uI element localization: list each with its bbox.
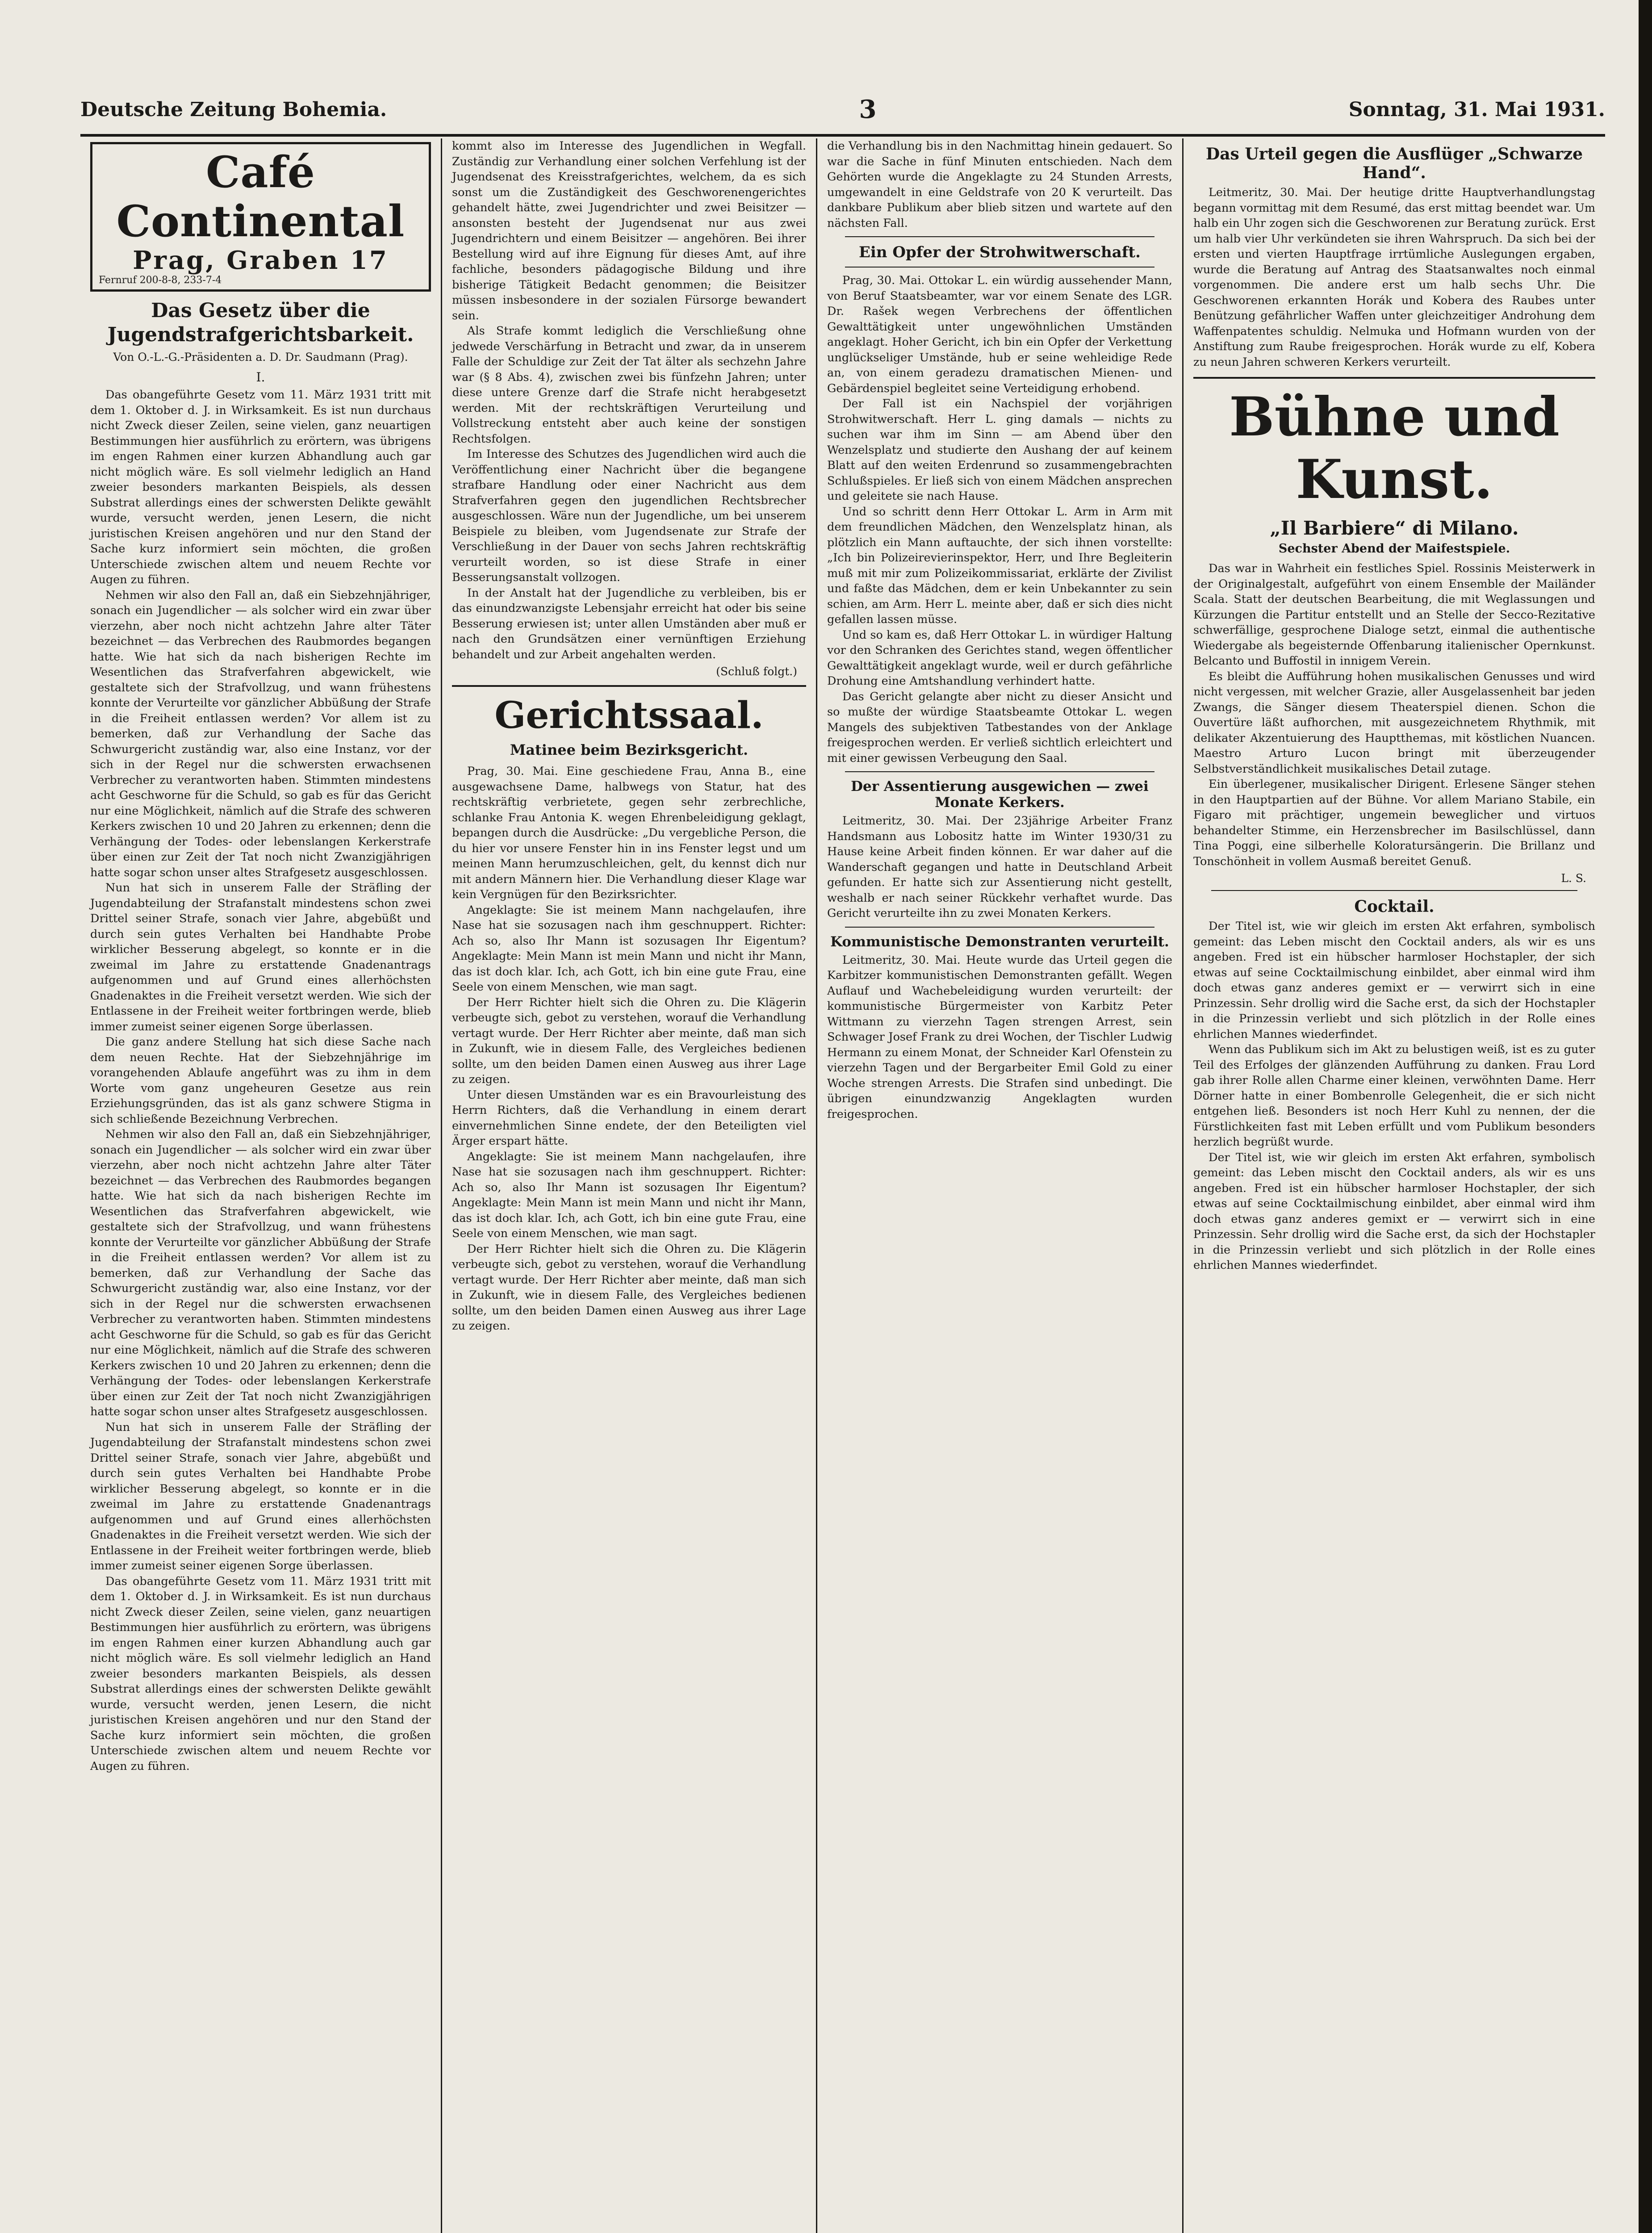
- section-rule: [1193, 377, 1595, 379]
- divider: [845, 771, 1154, 772]
- ad-name: Café Continental: [116, 147, 405, 247]
- article-byline: Von O.-L.-G.-Präsidenten a. D. Dr. Saudmann (Prag).: [113, 351, 408, 364]
- article-paragraph: Unter diesen Umständen war es ein Bravourleistung des Herrn Richters, daß die Verhandlung in einem derart einvernehmlichen Sinne endete, der den Beteiligten viel Ärger erspart hätte.: [452, 1088, 806, 1148]
- page-number: 3: [859, 95, 877, 124]
- cafe-advertisement: [90, 142, 431, 292]
- article-paragraph: Der Herr Richter hielt sich die Ohren zu. Die Klägerin verbeugte sich, gebot zu verstehen, worauf die Verhandlung vertagt wurde. Der Herr Richter aber meinte, daß man sich in Zukunft, wie in diesem Falle, des Vergleiches bedienen sollte, um den beiden Damen einen Ausweg aus ihrer Lage zu zeigen.: [452, 1242, 806, 1333]
- article-section-number: I.: [256, 370, 265, 385]
- article-paragraph: Prag, 30. Mai. Ottokar L. ein würdig aussehender Mann, von Beruf Staatsbeamter, war vor einem Senate des LGR. Dr. Rašek wegen Verbrechens der öffentlichen Gewalttätigkeit unter ungewöhnlichen Umständen angeklagt. Hoher Gericht, ich bin ein Opfer der Verkettung unglückseliger Umstände, hub er seine wehleidige Rede an, von einem geradezu dramatischen Mienen- und Gebärdenspiel begleitet seine Verteidigung erhobend.: [827, 274, 1172, 395]
- article-paragraph: In der Anstalt hat der Jugendliche zu verbleiben, bis er das einundzwanzigste Lebensjahr erreicht hat oder bis seine Besserung erwiesen ist; unter allen Umständen aber muß er nach den Grundsätzen einer vernünftigen Erziehung behandelt und zur Arbeit angehalten werden.: [452, 586, 806, 661]
- headline-assentierung: Der Assentierung ausgewichen — zwei Monate Kerkers.: [851, 778, 1149, 811]
- article-paragraph: Wenn das Publikum sich im Akt zu belustigen weiß, ist es zu guter Teil des Erfolges der glänzenden Aufführung zu danken. Frau Lord gab ihrer Rolle allen Charme einer kleinen, verwöhnten Dame. Herr Dörner hatte in einer Bombenrolle Gelegenheit, die er sich nicht entgehen ließ. Besonders ist noch Herr Kuhl zu nennen, der die Fürstlichkeiten fast mit Leben erfüllt und vom Publikum besonders herzlich begrüßt wurde.: [1193, 1043, 1595, 1149]
- article-paragraph: Nun hat sich in unserem Falle der Sträfling der Jugendabteilung der Strafanstalt mindestens schon zwei Drittel seiner Strafe, sonach vier Jahre, abgebüßt und durch sein gutes Verhalten bei Handhabte Probe wirklicher Besserung abgelegt, so konnte er in die zweimal im Jahre zu erstattende Gnadenantrags aufgenommen und auf Grund eines allerhöchsten Gnadenaktes in die Freiheit versetzt werden. Wie sich der Entlassene in der Freiheit weiter fortbringen werde, blieb immer zumeist seiner eigenen Sorge überlassen.: [90, 881, 431, 1033]
- cocktail-headline: Cocktail.: [1354, 897, 1435, 916]
- ad-address: Prag, Graben 17: [133, 246, 389, 275]
- article-paragraph: Und so kam es, daß Herr Ottokar L. in würdiger Haltung vor den Schranken des Gerichtes stand, wegen öffentlicher Gewalttätigkeit angeklagt wurde, weil er durch gefährliche Drohung eine Amtshandlung verhindert hatte.: [827, 628, 1172, 688]
- article-paragraph: Das obangeführte Gesetz vom 11. März 1931 tritt mit dem 1. Oktober d. J. in Wirksamkeit. Es ist nun durchaus nicht Zweck dieser Zeilen, seine vielen, ganz neuartigen Bestimmungen hier ausführlich zu erörtern, was übrigens im engen Rahmen einer kurzen Abhandlung auch gar nicht möglich wäre. Es soll vielmehr lediglich an Hand zweier besonders markanten Beispiels, als dessen Substrat allerdings eines der schwersten Delikte gewählt wurde, versucht werden, jenen Lesern, die nicht juristischen Kreisen angehören und nur den Stand der Sache kurz informiert sein möchten, die großen Unterschiede zwischen altem und neuem Rechte vor Augen zu führen.: [90, 388, 431, 586]
- divider: [845, 927, 1154, 928]
- divider: [845, 267, 1154, 268]
- page-binding-edge: [1639, 0, 1652, 2233]
- headline-schwarze-hand: Das Urteil gegen die Ausflüger „Schwarze Hand“.: [1206, 145, 1583, 182]
- article-title: Das Gesetz über die Jugendstrafgerichtsbarkeit.: [107, 299, 414, 346]
- headline-kommunisten: Kommunistische Demonstranten verurteilt.: [830, 933, 1169, 950]
- divider: [1211, 890, 1577, 891]
- column-4: [1184, 138, 1605, 2233]
- article-paragraph: Leitmeritz, 30. Mai. Der 23jährige Arbeiter Franz Handsmann aus Lobositz hatte im Winter 1930/31 zu Hause keine Arbeit finden können. Er war daher auf die Wanderschaft gegangen und hatte in Deutschland Arbeit gefunden. Er hatte sich zur Assentierung nicht gestellt, weshalb er nach seiner Rückkehr verhaftet wurde. Das Gericht verurteilte ihn zu zwei Monaten Kerkers.: [827, 814, 1172, 920]
- article-paragraph: Leitmeritz, 30. Mai. Heute wurde das Urteil gegen die Karbitzer kommunistischen Demonstranten gefällt. Wegen Auflauf und Wachebeleidigung wurden verurteilt: der kommunistische Bürgermeister von Karbitz Peter Wittmann zu vierzehn Tagen strengen Arrest, sein Schwager Josef Frank zu drei Wochen, der Tischler Ludwig Hermann zu einem Monat, der Schneider Karl Ofenstein zu vierzehn Tagen und der Bergarbeiter Emil Gold zu einer Woche strengen Arrests. Die Strafen sind unbedingt. Die übrigen einundzwanzig Angeklagten wurden freigesprochen.: [827, 953, 1172, 1121]
- page-header: [80, 94, 1605, 125]
- column-3: [817, 138, 1184, 2233]
- article-paragraph: Prag, 30. Mai. Eine geschiedene Frau, Anna B., eine ausgewachsene Dame, halbwegs von Statur, hat des rechtskräftig verbrietete, gegen sehr zerbrechliche, schlanke Frau Antonia K. wegen Ehrenbeleidigung geklagt, bepangen durch die Ausdrücke: „Du vergebliche Person, die du hier vor unsere Fenster hin in ins Fenster legst und um meinen Mann herumzuschleichen, gelt, du kennst dich nur mit andern Männern hier. Die Verhandlung dieser Klage war kein Vergnügen für den Bezirksrichter.: [452, 765, 806, 901]
- article-paragraph: Der Titel ist, wie wir gleich im ersten Akt erfahren, symbolisch gemeint: das Leben mischt den Cocktail anders, als wir es uns angeben. Fred ist ein hübscher harmloser Hochstapler, der sich etwas auf seine Cocktailmischung einbildet, aber einmal wird ihm doch etwas ganz anderes gemixt er — verwirrt sich in eine Prinzessin. Sehr drollig wird die Sache erst, da sich der Hochstapler in die Prinzessin verliebt und sich plötzlich in der Rolle eines ehrlichen Mannes wiederfindet.: [1193, 920, 1595, 1041]
- article-paragraph: Im Interesse des Schutzes des Jugendlichen wird auch die Veröffentlichung einer Nachricht über die begangene strafbare Handlung oder einer Nachricht aus dem Strafverfahren gegen den jugendlichen Rechtsbrecher ausgeschlossen. Wäre nun der Jugendliche, um bei unserem Beispiele zu bleiben, vom Jugendsenate zur Strafe der Verschließung in der Dauer von sechs Jahren rechtskräftig verurteilt worden, so ist diese Strafe in einer Besserungsanstalt vollzogen.: [452, 447, 806, 584]
- article-paragraph: Als Strafe kommt lediglich die Verschließung ohne jedwede Verschärfung in Betracht und zwar, da in unserem Falle der Schuldige zur Zeit der Tat älter als sechzehn Jahre war (§ 8 Abs. 4), zwischen zwei bis fünfzehn Jahren; unter diese untere Grenze darf die Strafe nicht herabgesetzt werden. Mit der rechtskräftigen Verurteilung und Vollstreckung entsteht aber auch keine der sonstigen Rechtsfolgen.: [452, 324, 806, 446]
- columns: [80, 138, 1605, 2233]
- headline-strohwitwer: Ein Opfer der Strohwitwerschaft.: [859, 243, 1141, 261]
- article-paragraph: Es bleibt die Aufführung hohen musikalischen Genusses und wird nicht vergessen, mit welcher Grazie, aller Ausgelassenheit bar jeden Zwangs, die Sänger diesem Theaterspiel dienen. Schon die Ouvertüre läßt aufhorchen, mit ausgezeichnetem Rhythmik, mit delikater Akzentuierung des Hauptthemas, mit köstlichen Nuancen. Maestro Arturo Lucon bringt mit überzeugender Selbstverständlichkeit musikalisches Detail zutage.: [1193, 669, 1595, 776]
- article-paragraph: Das obangeführte Gesetz vom 11. März 1931 tritt mit dem 1. Oktober d. J. in Wirksamkeit. Es ist nun durchaus nicht Zweck dieser Zeilen, seine vielen, ganz neuartigen Bestimmungen hier ausführlich zu erörtern, was übrigens im engen Rahmen einer kurzen Abhandlung auch gar nicht möglich wäre. Es soll vielmehr lediglich an Hand zweier besonders markanten Beispiels, als dessen Substrat allerdings eines der schwersten Delikte gewählt wurde, versucht werden, jenen Lesern, die nicht juristischen Kreisen angehören und nur den Stand der Sache kurz informiert sein möchten, die großen Unterschiede zwischen altem und neuem Rechte vor Augen zu führen.: [90, 1574, 431, 1773]
- court-subtitle: Matinee beim Bezirksgericht.: [510, 741, 749, 758]
- column-2: [442, 138, 817, 2233]
- court-section-title: Gerichtssaal.: [494, 694, 764, 737]
- article-paragraph: Ein überlegener, musikalischer Dirigent. Erlesene Sänger stehen in den Hauptpartien auf der Bühne. Vor allem Mariano Stabile, ein Figaro mit prächtiger, ungemein beweglicher und virtuos behandelter Stimme, ein Herzensbrecher im Basilschlüssel, dann Tina Poggi, eine silberhelle Koloratursängerin. Die Brillanz und Tonschönheit in vollem Ausmaß bereitet Genuß.: [1193, 778, 1595, 868]
- article-paragraph: Nun hat sich in unserem Falle der Sträfling der Jugendabteilung der Strafanstalt mindestens schon zwei Drittel seiner Strafe, sonach vier Jahre, abgebüßt und durch sein gutes Verhalten bei Handhabte Probe wirklicher Besserung abgelegt, so konnte er in die zweimal im Jahre zu erstattende Gnadenantrags aufgenommen und auf Grund eines allerhöchsten Gnadenaktes in die Freiheit versetzt werden. Wie sich der Entlassene in der Freiheit weiter fortbringen werde, blieb immer zumeist seiner eigenen Sorge überlassen.: [90, 1420, 431, 1572]
- article-paragraph: Angeklagte: Sie ist meinem Mann nachgelaufen, ihre Nase hat sie sozusagen nach ihm geschnuppert. Richter: Ach so, also Ihr Mann ist sozusagen Ihr Eigentum? Angeklagte: Mein Mann ist mein Mann und nicht ihr Mann, das ist doch klar. Ich, ach Gott, ich bin eine gute Frau, eine Seele von einem Menschen, wie man sagt.: [452, 1150, 806, 1240]
- article-paragraph: kommt also im Interesse des Jugendlichen in Wegfall. Zuständig zur Verhandlung einer solchen Verfehlung ist der Jugendsenat des Kreisstrafgerichtes, welchem, da es sich sonst um die Zuständigkeit des Geschworenengerichtes gehandelt hätte, zwei Jugendrichter und zwei Beisitzer — ansonsten besteht der Jugendsenat nur aus zwei Jugendrichtern und einem Beisitzer — angehören. Bei ihrer Bestellung wird auf ihre Eignung für dieses Amt, auf ihre fachliche, besonders pädagogische Bildung und ihre bisherige Tätigkeit Bedacht genommen; die Beisitzer müssen insbesondere in der sozialen Fürsorge bewandert sein.: [452, 139, 806, 322]
- header-rule: [80, 134, 1605, 137]
- article-paragraph: Angeklagte: Sie ist meinem Mann nachgelaufen, ihre Nase hat sie sozusagen nach ihm geschnuppert. Richter: Ach so, also Ihr Mann ist sozusagen Ihr Eigentum? Angeklagte: Mein Mann ist mein Mann und nicht ihr Mann, das ist doch klar. Ich, ach Gott, ich bin eine gute Frau, eine Seele von einem Menschen, wie man sagt.: [452, 903, 806, 994]
- ad-phone-row: [99, 275, 422, 286]
- article-paragraph: Der Herr Richter hielt sich die Ohren zu. Die Klägerin verbeugte sich, gebot zu verstehen, worauf die Verhandlung vertagt wurde. Der Herr Richter aber meinte, daß man sich in Zukunft, wie in diesem Falle, des Vergleiches bedienen sollte, um den beiden Damen einen Ausweg aus ihrer Lage zu zeigen.: [452, 995, 806, 1086]
- article-paragraph: die Verhandlung bis in den Nachmittag hinein gedauert. So war die Sache in fünf Minuten entschieden. Nach dem Gehörten wurde die Angeklagte zu 24 Stunden Arrests, umgewandelt in eine Geldstrafe von 20 K verurteilt. Das dankbare Publikum aber blieb sitzen und wartete auf den nächsten Fall.: [827, 139, 1172, 230]
- section-rule: [452, 685, 806, 687]
- article-paragraph: Nehmen wir also den Fall an, daß ein Siebzehnjähriger, sonach ein Jugendlicher — als solcher wird ein zwar über vierzehn, aber noch nicht achtzehn Jahre alter Täter bezeichnet — das Verbrechen des Raubmordes begangen hatte. Wie hat sich da nach bisherigen Rechte im Wesentlichen das Strafverfahren abgewickelt, wie gestaltete sich der Strafvollzug, und wann frühestens konnte der Verurteilte vor gänzlicher Abbüßung der Strafe in die Freiheit entlassen werden? Vor allem ist zu bemerken, daß zur Verhandlung der Sache das Schwurgericht zuständig war, also eine Instanz, vor der sich in der Regel nur die schwersten erwachsenen Verbrecher zu verantworten haben. Stimmten mindestens acht Geschworne für die Schuld, so gab es für das Gericht nur eine Möglichkeit, nämlich auf die Strafe des schweren Kerkers zwischen 10 und 20 Jahren zu erkennen; denn die Verhängung der Todes- oder lebenslangen Kerkerstrafe über einen zur Zeit der Tat noch nicht Zwanzigjährigen hatte sogar schon unser altes Strafgesetz ausgeschlossen.: [90, 1128, 431, 1418]
- barbiere-subtitle: Sechster Abend der Maifestspiele.: [1278, 542, 1510, 556]
- header-date: Sonntag, 31. Mai 1931.: [1348, 98, 1605, 121]
- header-masthead: Deutsche Zeitung Bohemia.: [80, 98, 387, 121]
- article-paragraph: Die ganz andere Stellung hat sich diese Sache nach dem neuen Rechte. Hat der Siebzehnjährige im vorangehenden Ablaufe angeführt was zu ihm in dem Worte vom ganz ungeheuren Gesetze aus rein Erziehungsgründen, das ist als ganz schwere Stigma in sich schließende Bezeichnung Verbrechen.: [90, 1035, 431, 1126]
- ad-phone: Fernruf 200-8-8, 233-7-4: [99, 275, 222, 286]
- divider: [845, 236, 1154, 237]
- article-paragraph: Nehmen wir also den Fall an, daß ein Siebzehnjähriger, sonach ein Jugendlicher — als solcher wird ein zwar über vierzehn, aber noch nicht achtzehn Jahre alter Täter bezeichnet — das Verbrechen des Raubmordes begangen hatte. Wie hat sich da nach bisherigen Rechte im Wesentlichen das Strafverfahren abgewickelt, wie gestaltete sich der Strafvollzug, und wann frühestens konnte der Verurteilte vor gänzlicher Abbüßung der Strafe in die Freiheit entlassen werden? Vor allem ist zu bemerken, daß zur Verhandlung der Sache das Schwurgericht zuständig war, also eine Instanz, vor der sich in der Regel nur die schwersten erwachsenen Verbrecher zu verantworten haben. Stimmten mindestens acht Geschworne für die Schuld, so gab es für das Gericht nur eine Möglichkeit, nämlich auf die Strafe des schweren Kerkers zwischen 10 und 20 Jahren zu erkennen; denn die Verhängung der Todes- oder lebenslangen Kerkerstrafe über einen zur Zeit der Tat noch nicht Zwanzigjährigen hatte sogar schon unser altes Strafgesetz ausgeschlossen.: [90, 588, 431, 879]
- column-1: [80, 138, 442, 2233]
- article-paragraph: Der Titel ist, wie wir gleich im ersten Akt erfahren, symbolisch gemeint: das Leben mischt den Cocktail anders, als wir es uns angeben. Fred ist ein hübscher harmloser Hochstapler, der sich etwas auf seine Cocktailmischung einbildet, aber einmal wird ihm doch etwas ganz anderes gemixt er — verwirrt sich in eine Prinzessin. Sehr drollig wird die Sache erst, da sich der Hochstapler in die Prinzessin verliebt und sich plötzlich in der Rolle eines ehrlichen Mannes wiederfindet.: [1193, 1150, 1595, 1272]
- barbiere-headline: „Il Barbiere“ di Milano.: [1270, 517, 1519, 539]
- article-paragraph: Der Fall ist ein Nachspiel der vorjährigen Strohwitwerschaft. Herr L. ging damals — nichts zu suchen war ihm im Sinn — am Abend über den Wenzelsplatz und studierte den Aushang der auf keinem Blatt auf den weiten Erdenrund so zusammengebrachten Schlußspieles. Er ließ sich von einem Mädchen ansprechen und geleitete sie nach Hause.: [827, 397, 1172, 503]
- to-be-continued: (Schluß folgt.): [716, 665, 797, 678]
- review-signature: L. S.: [1561, 872, 1586, 885]
- buehne-und-kunst-title: Bühne und Kunst.: [1229, 385, 1560, 511]
- article-paragraph: Und so schritt denn Herr Ottokar L. Arm in Arm mit dem freundlichen Mädchen, den Wenzelsplatz hinan, als plötzlich ein Mann auftauchte, der sich ihnen vorstellte: „Ich bin Polizeirevierinspektor, Herr, und Ihre Begleiterin muß mit mir zum Polizeikommissariat, erklärte der Zivilist und faßte das Mädchen, dem er kein Unbekannter zu sein schien, am Arm. Herr L. meinte aber, daß er sich dies nicht gefallen lassen müsse.: [827, 505, 1172, 626]
- article-paragraph: Das war in Wahrheit ein festliches Spiel. Rossinis Meisterwerk in der Originalgestalt, aufgeführt von einem Ensemble der Mailänder Scala. Statt der deutschen Bearbeitung, die mit Weglassungen und Kürzungen die Partitur entstellt und an Stelle der Secco-Rezitative schwerfällige, gesprochene Dialoge setzt, einmal die authentische Wiedergabe als begeisternde Offenbarung italienischer Opernkunst. Belcanto und Buffostil in innigem Verein.: [1193, 562, 1595, 668]
- article-paragraph: Leitmeritz, 30. Mai. Der heutige dritte Hauptverhandlungstag begann vormittag mit dem Resumé, das erst mittag beendet war. Um halb ein Uhr zogen sich die Geschworenen zur Beratung zurück. Erst um halb vier Uhr verkündeten sie ihren Wahrspruch. Da sich bei der ersten und vierten Hauptfrage irrtümliche Auslegungen ergaben, wurde die Beratung auf Antrag des Staatsanwaltes noch einmal vorgenommen. Die andere erst um halb sechs Uhr. Die Geschworenen erkannten Horák und Kobera des Raubes unter Benützung gefährlicher Waffen unter gleichzeitiger Androhung dem Waffenpatentes schuldig. Nelmuka und Hofmann wurden von der Anstiftung zum Raube freigesprochen. Horák wurde zu elf, Kobera zu neun Jahren schweren Kerkers verurteilt.: [1193, 186, 1595, 369]
- article-paragraph: Das Gericht gelangte aber nicht zu dieser Ansicht und so mußte der würdige Staatsbeamte Ottokar L. wegen Mangels des subjektiven Tatbestandes von der Anklage freigesprochen werden. Er verließ sichtlich erleichtert und mit einer gewissen Verbeugung den Saal.: [827, 690, 1172, 765]
